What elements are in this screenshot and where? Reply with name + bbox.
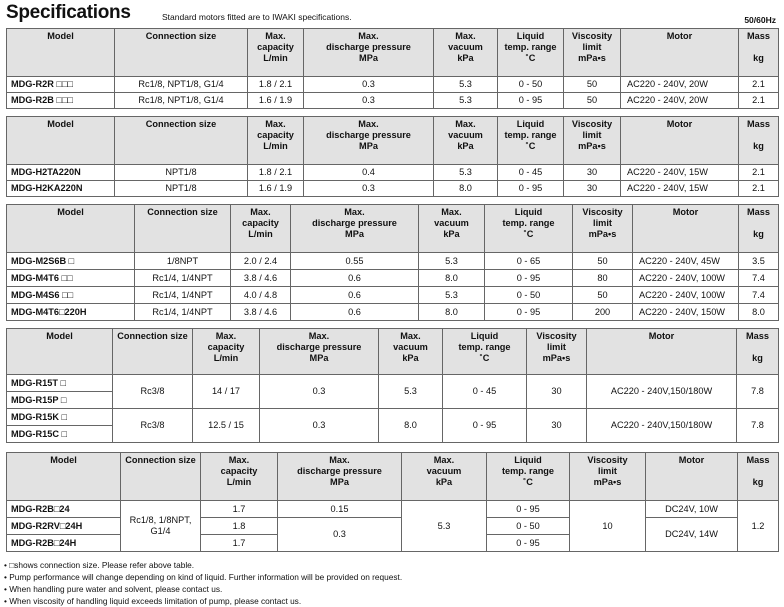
table-row: MDG-M4T6 □□ Rc1/4, 1/4NPT 3.8 / 4.6 0.6 8.0 0 - 95 80 AC220 - 240V, 100W 7.4 <box>7 270 779 287</box>
spec-table-h2 <box>6 116 779 197</box>
table-row: MDG-H2TA220N NPT1/8 1.8 / 2.1 0.4 5.3 0 - 45 30 AC220 - 240V, 15W 2.1 <box>7 165 779 181</box>
table-row: MDG-H2KA220N NPT1/8 1.6 / 1.9 0.3 8.0 0 - 95 30 AC220 - 240V, 15W 2.1 <box>7 181 779 197</box>
footnote: • □shows connection size. Please refer above table. <box>4 560 195 570</box>
table-row: MDG-R15C □ <box>7 426 779 443</box>
page-title: Specifications <box>6 2 131 23</box>
footnote: • When handling pure water and solvent, please contact us. <box>4 584 223 594</box>
spec-table-m <box>6 204 779 321</box>
table-row: MDG-R15K □ Rc3/8 12.5 / 15 0.3 8.0 0 - 95 30 AC220 - 240V,150/180W 7.8 <box>7 409 779 426</box>
table-row: MDG-M2S6B □ 1/8NPT 2.0 / 2.4 0.55 5.3 0 - 65 50 AC220 - 240V, 45W 3.5 <box>7 253 779 270</box>
table-row: MDG-M4T6□220H Rc1/4, 1/4NPT 3.8 / 4.6 0.6 8.0 0 - 95 200 AC220 - 240V, 150W 8.0 <box>7 304 779 321</box>
table-row: MDG-R15P □ <box>7 392 779 409</box>
table-row: MDG-R2RV□24H 1.8 0.3 0 - 50 DC24V, 14W <box>7 518 779 535</box>
table-row: MDG-M4S6 □□ Rc1/4, 1/4NPT 4.0 / 4.8 0.6 5.3 0 - 50 50 AC220 - 240V, 100W 7.4 <box>7 287 779 304</box>
frequency-label: 50/60Hz <box>744 15 776 25</box>
footnote: • When viscosity of handling liquid exceeds limitation of pump, please contact us. <box>4 596 302 606</box>
spec-table-r2 <box>6 28 779 109</box>
table-header: Model Connection size Max. capacity L/min Max. discharge pressure MPa Max. vacuum kPa Liquid temp. range ˚C Viscosity limit mPa•s Motor Mass kg <box>7 117 779 165</box>
table-row: MDG-R15T □ Rc3/8 14 / 17 0.3 5.3 0 - 45 30 AC220 - 240V,150/180W 7.8 <box>7 375 779 392</box>
table-row: MDG-R2B□24H 1.7 0 - 95 <box>7 535 779 552</box>
footnotes <box>4 559 402 607</box>
table-row: MDG-R2B□24 Rc1/8, 1/8NPT, G1/4 1.7 0.15 5.3 0 - 95 10 DC24V, 10W 1.2 <box>7 501 779 518</box>
table-row: MDG-R2B □□□ Rc1/8, NPT1/8, G1/4 1.6 / 1.9 0.3 5.3 0 - 95 50 AC220 - 240V, 20W 2.1 <box>7 93 779 109</box>
footnote: • Pump performance will change depending on kind of liquid. Further information will be provided on request. <box>4 572 403 582</box>
table-header: Model Connection size Max. capacity L/min Max. discharge pressure MPa Max. vacuum kPa Liquid temp. range ˚C Viscosity limit mPa•s Motor Mass kg <box>7 453 779 501</box>
subtitle: Standard motors fitted are to IWAKI specifications. <box>162 12 352 22</box>
table-row: MDG-R2R □□□ Rc1/8, NPT1/8, G1/4 1.8 / 2.1 0.3 5.3 0 - 50 50 AC220 - 240V, 20W 2.1 <box>7 77 779 93</box>
table-header: Model Connection size Max. capacity L/min Max. discharge pressure MPa Max. vacuum kPa Liquid temp. range ˚C Viscosity limit mPa•s Motor Mass kg <box>7 205 779 253</box>
spec-table-r15 <box>6 328 779 443</box>
spec-table-r2-dc <box>6 452 779 552</box>
table-header: Model Connection size Max. capacity L/min Max. discharge pressure MPa Max. vacuum kPa Liquid temp. range ˚C Viscosity limit mPa•s Motor Mass kg <box>7 329 779 375</box>
table-header: Model Connection size Max. capacity L/min Max. discharge pressure MPa Max. vacuum kPa Liquid temp. range ˚C Viscosity limit mPa•s Motor Mass kg <box>7 29 779 77</box>
